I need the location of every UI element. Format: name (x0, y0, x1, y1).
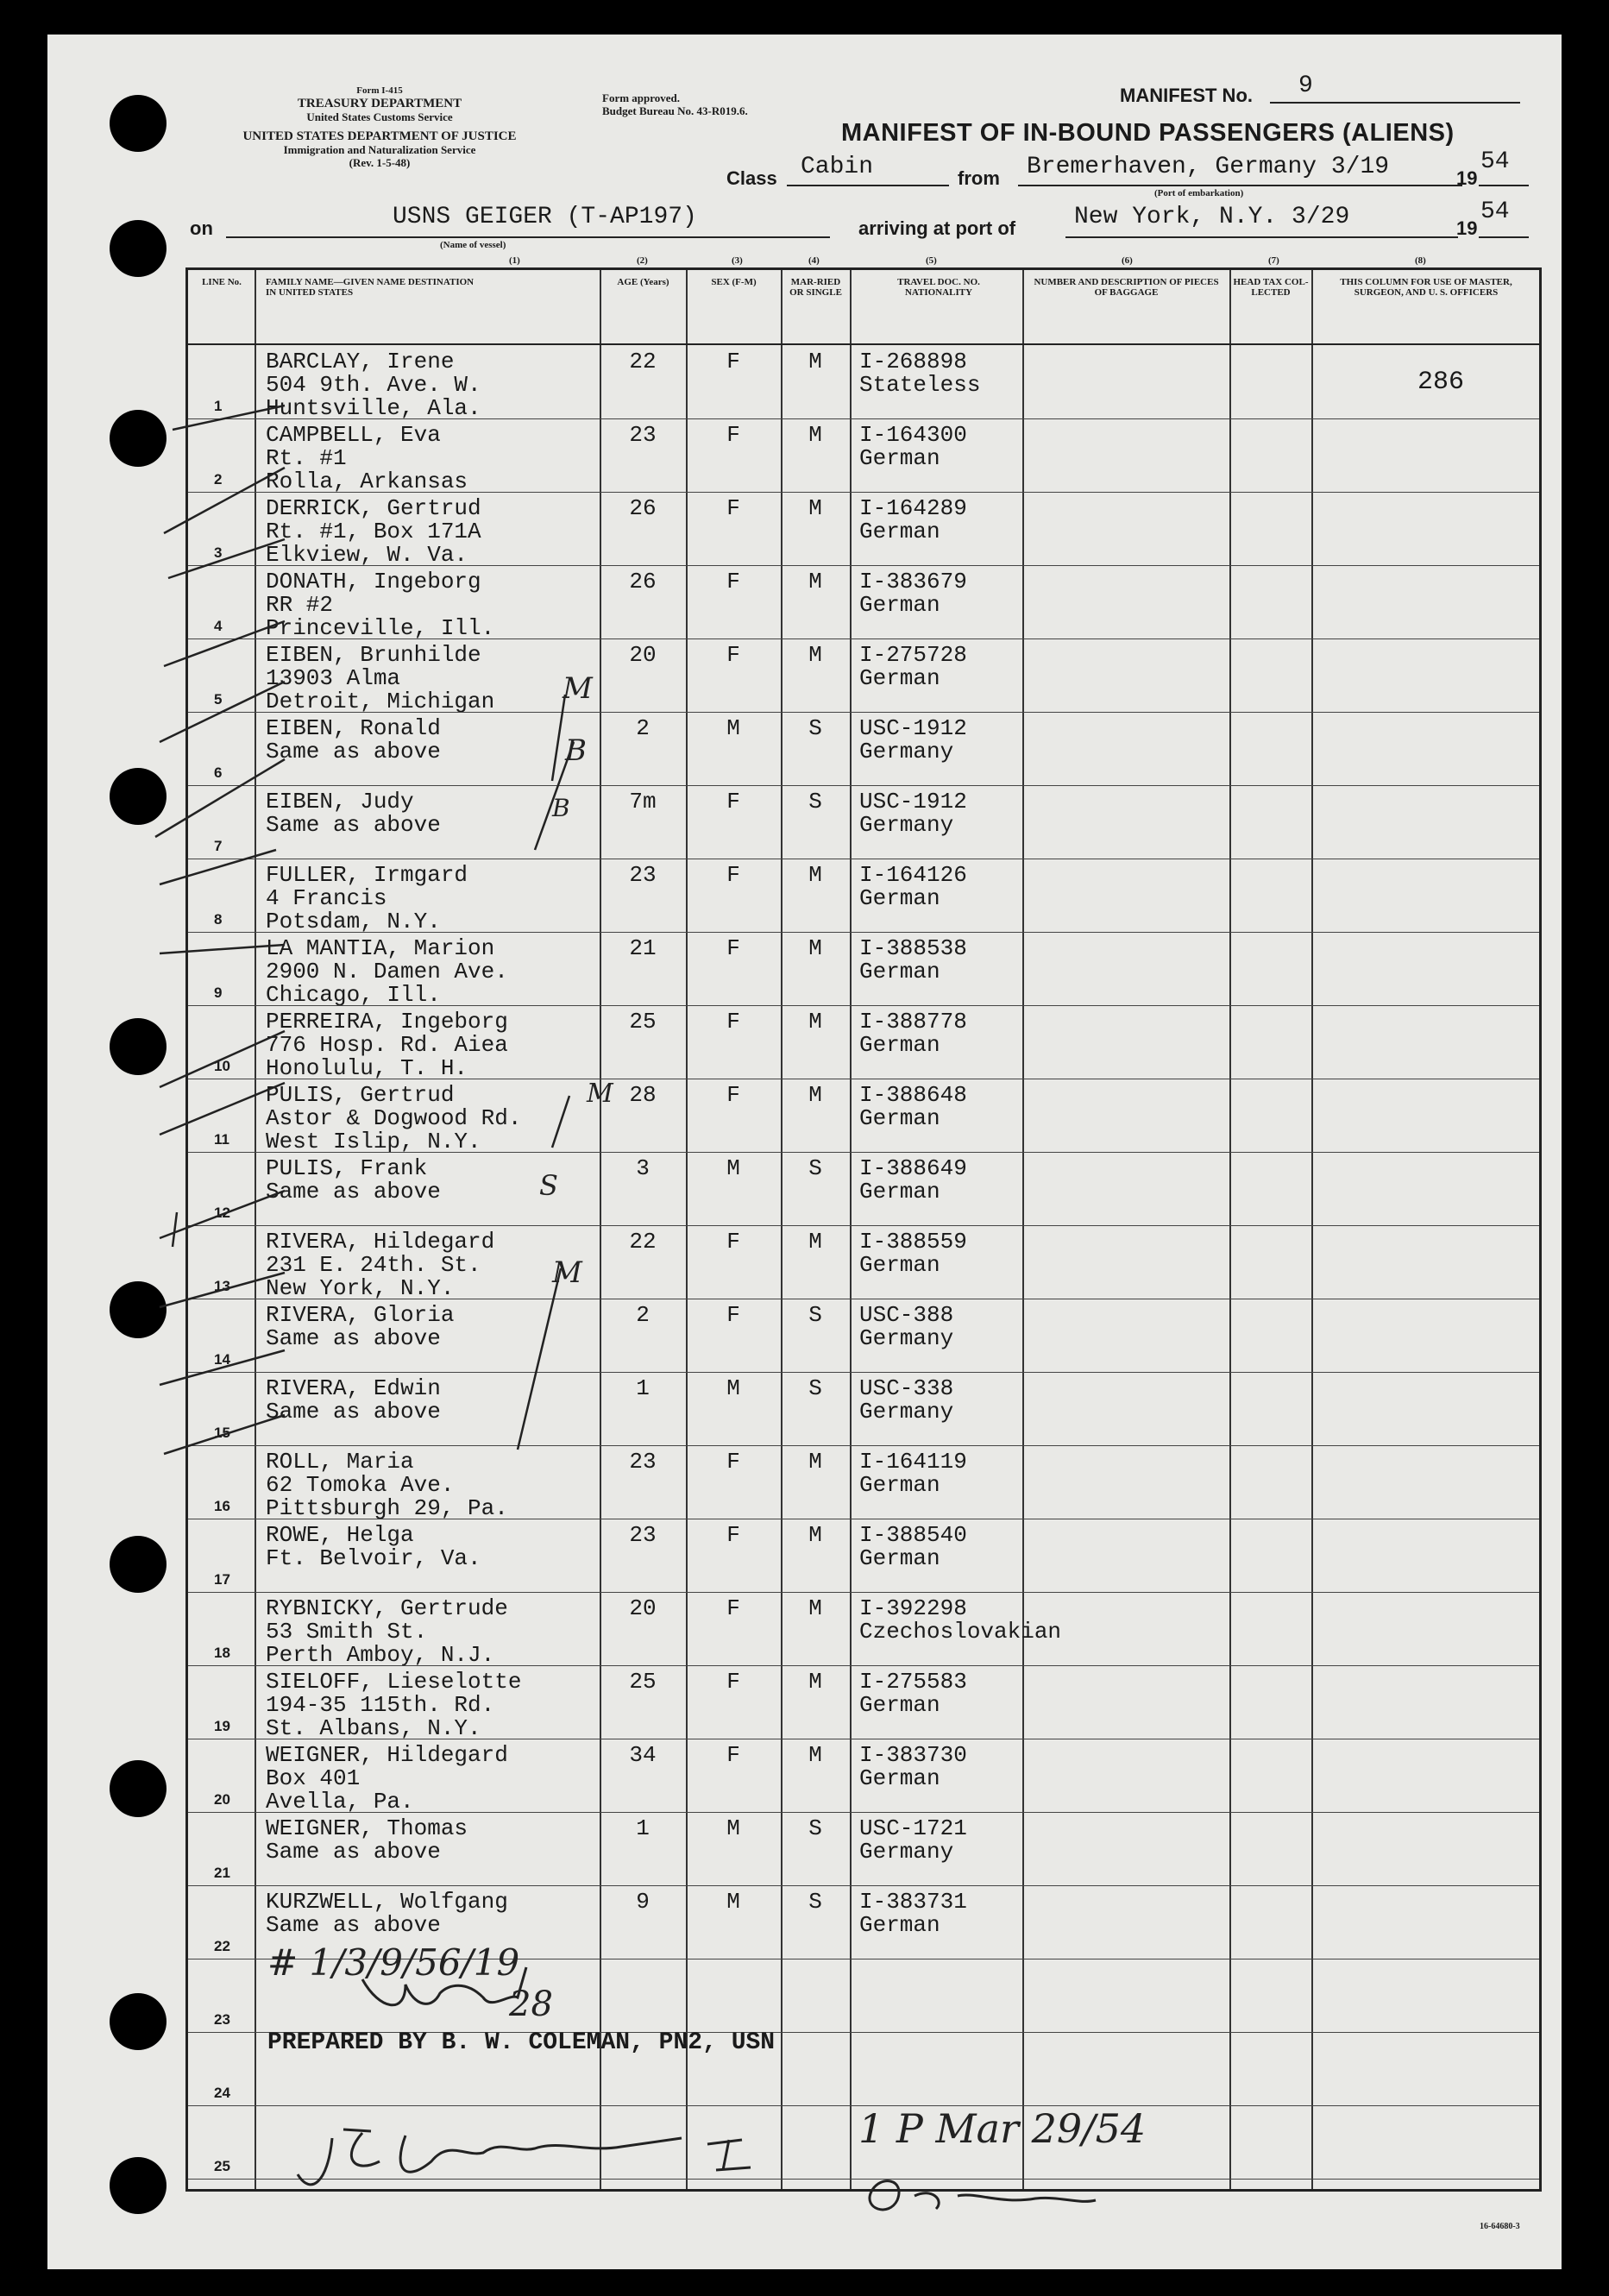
handwritten-mark: B (565, 733, 587, 768)
travel-doc-number: I-392298 (859, 1595, 967, 1621)
line-number: 8 (214, 911, 223, 928)
age: 23 (629, 862, 657, 888)
port-embarkation-note: (Port of embarkation) (1154, 188, 1244, 198)
destination-line-2: Chicago, Ill. (266, 982, 441, 1008)
passenger-name: ROWE, Helga (266, 1522, 414, 1548)
line-number: 11 (214, 1131, 229, 1148)
destination-line-1: Rt. #1 (266, 445, 347, 471)
nationality: Stateless (859, 372, 981, 398)
destination-line-2: Rolla, Arkansas (266, 469, 468, 494)
destination-line-2: Avella, Pa. (266, 1789, 414, 1815)
destination-line-1: RR #2 (266, 592, 334, 618)
marital-status: S (808, 1375, 822, 1401)
form-agency-block (173, 85, 587, 169)
table-row (188, 1446, 1539, 1519)
binder-hole (110, 95, 167, 152)
passenger-name: PULIS, Frank (266, 1155, 428, 1181)
sex: F (726, 789, 740, 815)
marital-status: S (808, 715, 822, 741)
destination-line-1: 13903 Alma (266, 665, 401, 691)
travel-doc-number: I-383730 (859, 1742, 967, 1768)
from-label: from (958, 167, 1000, 189)
table-row (188, 713, 1539, 786)
nationality: German (859, 1252, 940, 1278)
destination-line-2: Pittsburgh 29, Pa. (266, 1495, 508, 1521)
destination-line-1: Same as above (266, 812, 441, 838)
age: 9 (636, 1889, 650, 1915)
table-row (188, 1373, 1539, 1446)
marital-status: M (808, 862, 822, 888)
passenger-name: WEIGNER, Hildegard (266, 1742, 508, 1768)
age: 23 (629, 1522, 657, 1548)
table-row (188, 346, 1539, 419)
class-value: Cabin (801, 154, 874, 180)
year-line-1 (1479, 185, 1529, 186)
travel-doc-number: I-388649 (859, 1155, 967, 1181)
travel-doc-number: I-388648 (859, 1082, 967, 1108)
col-num-2: (2) (637, 255, 648, 266)
binder-hole (110, 1993, 167, 2050)
travel-doc-number: USC-388 (859, 1302, 954, 1328)
handwritten-mark: M (552, 1255, 582, 1290)
binder-hole (110, 1281, 167, 1338)
age: 23 (629, 422, 657, 448)
marital-status: M (808, 1009, 822, 1035)
sex: F (726, 1522, 740, 1548)
sex: F (726, 1229, 740, 1255)
nationality: Germany (859, 812, 954, 838)
destination-line-1: Ft. Belvoir, Va. (266, 1545, 481, 1571)
travel-doc-number: I-388559 (859, 1229, 967, 1255)
from-value: Bremerhaven, Germany 3/19 (1027, 154, 1390, 180)
line-number: 5 (214, 691, 223, 708)
travel-doc-number: I-268898 (859, 349, 967, 374)
line-number: 15 (214, 1425, 230, 1441)
line-number: 18 (214, 1645, 230, 1661)
nationality: German (859, 1179, 940, 1205)
marital-status: M (808, 1522, 822, 1548)
destination-line-1: Same as above (266, 1912, 441, 1938)
line-number: 7 (214, 838, 223, 854)
table-row (188, 1593, 1539, 1666)
passenger-name: RIVERA, Edwin (266, 1375, 441, 1401)
destination-line-2: Huntsville, Ala. (266, 395, 481, 421)
line-number: 22 (214, 1938, 230, 1954)
line-number: 13 (214, 1278, 230, 1294)
passenger-name: RIVERA, Gloria (266, 1302, 455, 1328)
destination-line-1: Same as above (266, 1399, 441, 1425)
dept-customs: United States Customs Service (306, 110, 453, 123)
age: 25 (629, 1669, 657, 1695)
destination-line-2: Detroit, Michigan (266, 689, 495, 714)
destination-line-1: Same as above (266, 739, 441, 764)
sex: F (726, 1595, 740, 1621)
line-number: 17 (214, 1571, 230, 1588)
marital-status: M (808, 569, 822, 594)
prepared-by: PREPARED BY B. W. COLEMAN, PN2, USN (267, 2029, 776, 2056)
nationality: Czechoslovakian (859, 1619, 1062, 1645)
table-row (188, 639, 1539, 713)
age: 28 (629, 1082, 657, 1108)
nationality: German (859, 1105, 940, 1131)
binder-hole (110, 2157, 167, 2214)
line-number: 6 (214, 764, 223, 781)
destination-line-1: Astor & Dogwood Rd. (266, 1105, 522, 1131)
approval-block (602, 91, 826, 117)
nationality: Germany (859, 739, 954, 764)
table-row (188, 933, 1539, 1006)
destination-line-1: 231 E. 24th. St. (266, 1252, 481, 1278)
line-number: 2 (214, 471, 223, 488)
table-row (188, 1739, 1539, 1813)
nationality: German (859, 1545, 940, 1571)
sex: F (726, 1009, 740, 1035)
passenger-name: EIBEN, Ronald (266, 715, 441, 741)
table-row (188, 859, 1539, 933)
age: 22 (629, 349, 657, 374)
destination-line-2: West Islip, N.Y. (266, 1129, 481, 1154)
destination-line-1: 4 Francis (266, 885, 387, 911)
destination-line-1: 53 Smith St. (266, 1619, 428, 1645)
line-number: 4 (214, 618, 223, 634)
nationality: German (859, 885, 940, 911)
line-number: 10 (214, 1058, 230, 1074)
marital-status: M (808, 935, 822, 961)
header-divider (188, 343, 1539, 345)
age: 22 (629, 1229, 657, 1255)
marital-status: M (808, 1595, 822, 1621)
binder-hole (110, 1018, 167, 1075)
vessel-line (226, 236, 830, 238)
col-header-baggage: NUMBER AND DESCRIPTION OF PIECES OF BAGGAGE (1034, 277, 1219, 298)
marital-status: M (808, 495, 822, 521)
line-number: 12 (214, 1205, 230, 1221)
passenger-name: PULIS, Gertrud (266, 1082, 455, 1108)
form-id: Form I-415 (356, 85, 403, 96)
nationality: German (859, 592, 940, 618)
line-number: 23 (214, 2011, 230, 2028)
binder-hole (110, 1760, 167, 1817)
col-header-name: FAMILY NAME—GIVEN NAME DESTINATION IN UNITED STATES (266, 277, 475, 298)
line-number: 21 (214, 1865, 230, 1881)
col-header-married: MAR-RIED OR SINGLE (789, 277, 842, 298)
sex: M (726, 1815, 740, 1841)
marital-status: S (808, 1815, 822, 1841)
table-row (188, 493, 1539, 566)
dept-immigration: Immigration and Naturalization Service (283, 143, 476, 156)
age: 3 (636, 1155, 650, 1181)
marital-status: M (808, 1449, 822, 1475)
nationality: Germany (859, 1839, 954, 1865)
marital-status: M (808, 1229, 822, 1255)
officer-note: 286 (1417, 368, 1465, 397)
vessel-name: USNS GEIGER (T-AP197) (393, 204, 697, 230)
year-2: 54 (1480, 198, 1510, 225)
line-number: 1 (214, 398, 223, 414)
destination-line-1: Same as above (266, 1325, 441, 1351)
handwritten-mark: S (539, 1169, 558, 1202)
travel-doc-number: I-275728 (859, 642, 967, 668)
table-row (188, 1299, 1539, 1373)
travel-doc-number: I-164289 (859, 495, 967, 521)
passenger-name: LA MANTIA, Marion (266, 935, 495, 961)
destination-line-1: 2900 N. Damen Ave. (266, 959, 508, 984)
table-row (188, 1813, 1539, 1886)
col-header-head-tax: HEAD TAX COL-LECTED (1233, 277, 1309, 298)
table-row (188, 1666, 1539, 1739)
nationality: Germany (859, 1325, 954, 1351)
year-1: 54 (1480, 148, 1510, 175)
destination-line-1: Same as above (266, 1839, 441, 1865)
col-num-1: (1) (509, 255, 520, 266)
destination-line-2: Perth Amboy, N.J. (266, 1642, 495, 1668)
age: 20 (629, 642, 657, 668)
col-num-4: (4) (808, 255, 820, 266)
line-number: 9 (214, 984, 223, 1001)
col-header-age: AGE (Years) (617, 277, 669, 287)
year-line-2 (1479, 236, 1529, 238)
on-label: on (190, 217, 213, 239)
age: 7m (629, 789, 657, 815)
age: 1 (636, 1815, 650, 1841)
passenger-name: ROLL, Maria (266, 1449, 414, 1475)
travel-doc-number: I-388538 (859, 935, 967, 961)
sex: F (726, 422, 740, 448)
from-line (1018, 185, 1462, 186)
marital-status: S (808, 789, 822, 815)
travel-doc-number: USC-1721 (859, 1815, 967, 1841)
sex: M (726, 715, 740, 741)
passenger-name: BARCLAY, Irene (266, 349, 455, 374)
sex: M (726, 1155, 740, 1181)
passenger-name: EIBEN, Judy (266, 789, 414, 815)
approval-line1: Form approved. (602, 91, 681, 104)
table-row (188, 1006, 1539, 1079)
passenger-name: KURZWELL, Wolfgang (266, 1889, 508, 1915)
travel-doc-number: USC-338 (859, 1375, 954, 1401)
line-number: 24 (214, 2085, 230, 2101)
destination-line-2: Honolulu, T. H. (266, 1055, 468, 1081)
arriving-label: arriving at port of (858, 217, 1016, 239)
destination-line-1: Rt. #1, Box 171A (266, 519, 481, 544)
destination-line-1: Same as above (266, 1179, 441, 1205)
destination-line-2: St. Albans, N.Y. (266, 1715, 481, 1741)
marital-status: M (808, 349, 822, 374)
travel-doc-number: I-383731 (859, 1889, 967, 1915)
table-row (188, 1519, 1539, 1593)
arrival-line (1065, 236, 1458, 238)
document-title: MANIFEST OF IN-BOUND PASSENGERS (ALIENS) (841, 119, 1455, 147)
col-header-line: LINE No. (202, 277, 242, 287)
marital-status: M (808, 1742, 822, 1768)
line-number: 3 (214, 544, 223, 561)
approval-line2: Budget Bureau No. 43-R019.6. (602, 104, 748, 117)
passenger-name: RIVERA, Hildegard (266, 1229, 495, 1255)
travel-doc-number: I-164126 (859, 862, 967, 888)
age: 21 (629, 935, 657, 961)
sex: M (726, 1375, 740, 1401)
destination-line-2: Elkview, W. Va. (266, 542, 468, 568)
passenger-name: PERREIRA, Ingeborg (266, 1009, 508, 1035)
row-divider (188, 2179, 1539, 2180)
passenger-name: RYBNICKY, Gertrude (266, 1595, 508, 1621)
col-header-officers: THIS COLUMN FOR USE OF MASTER, SURGEON, AND U. S. OFFICERS (1340, 277, 1512, 298)
vessel-note: (Name of vessel) (440, 240, 506, 250)
age: 26 (629, 569, 657, 594)
passenger-name: WEIGNER, Thomas (266, 1815, 468, 1841)
manifest-table (185, 267, 1542, 2192)
sex: F (726, 1742, 740, 1768)
travel-doc-number: I-275583 (859, 1669, 967, 1695)
class-label: Class (726, 167, 777, 189)
marital-status: M (808, 422, 822, 448)
marital-status: S (808, 1302, 822, 1328)
table-row (188, 566, 1539, 639)
destination-line-1: Box 401 (266, 1765, 361, 1791)
sex: F (726, 642, 740, 668)
table-row (188, 1226, 1539, 1299)
passenger-name: DONATH, Ingeborg (266, 569, 481, 594)
nationality: German (859, 959, 940, 984)
nationality: German (859, 1765, 940, 1791)
nationality: German (859, 665, 940, 691)
destination-line-1: 776 Hosp. Rd. Aiea (266, 1032, 508, 1058)
arrival-port: New York, N.Y. 3/29 (1074, 204, 1350, 230)
table-row (188, 1153, 1539, 1226)
manifest-number-line (1270, 102, 1520, 104)
sex: M (726, 1889, 740, 1915)
sex: F (726, 569, 740, 594)
nationality: German (859, 519, 940, 544)
line-number: 20 (214, 1791, 230, 1808)
nationality: German (859, 1692, 940, 1718)
class-line (787, 185, 949, 186)
table-row (188, 786, 1539, 859)
passenger-name: DERRICK, Gertrud (266, 495, 481, 521)
form-footer-code: 16-64680-3 (1480, 2222, 1520, 2231)
line-number: 19 (214, 1718, 230, 1734)
passenger-name: SIELOFF, Lieselotte (266, 1669, 522, 1695)
binder-hole (110, 220, 167, 277)
manifest-number-label: MANIFEST No. (1120, 85, 1253, 106)
destination-line-2: New York, N.Y. (266, 1275, 455, 1301)
age: 2 (636, 1302, 650, 1328)
travel-doc-number: I-388540 (859, 1522, 967, 1548)
sex: F (726, 495, 740, 521)
col-num-7: (7) (1268, 255, 1279, 266)
table-row (188, 1079, 1539, 1153)
sex: F (726, 862, 740, 888)
col-num-3: (3) (732, 255, 743, 266)
table-row (188, 419, 1539, 493)
handwritten-initial-note: 28 (509, 1985, 553, 2024)
age: 2 (636, 715, 650, 741)
form-revision: (Rev. 1-5-48) (349, 156, 411, 169)
passenger-name: EIBEN, Brunhilde (266, 642, 481, 668)
year-prefix-2: 19 (1456, 217, 1478, 239)
destination-line-1: 62 Tomoka Ave. (266, 1472, 455, 1498)
binder-hole (110, 1536, 167, 1593)
col-header-sex: SEX (F-M) (711, 277, 757, 287)
destination-line-2: Princeville, Ill. (266, 615, 495, 641)
marital-status: S (808, 1889, 822, 1915)
manifest-number: 9 (1298, 72, 1313, 99)
sex: F (726, 1449, 740, 1475)
binder-hole (110, 768, 167, 825)
sex: F (726, 349, 740, 374)
travel-doc-number: I-388778 (859, 1009, 967, 1035)
marital-status: M (808, 1669, 822, 1695)
sex: F (726, 935, 740, 961)
passenger-name: CAMPBELL, Eva (266, 422, 441, 448)
age: 26 (629, 495, 657, 521)
age: 34 (629, 1742, 657, 1768)
year-prefix-1: 19 (1456, 167, 1478, 189)
handwritten-mark: M (587, 1079, 613, 1109)
sex: F (726, 1302, 740, 1328)
age: 23 (629, 1449, 657, 1475)
col-num-5: (5) (926, 255, 937, 266)
dept-justice: UNITED STATES DEPARTMENT OF JUSTICE (242, 129, 517, 143)
line-number: 14 (214, 1351, 230, 1368)
destination-line-1: 504 9th. Ave. W. (266, 372, 481, 398)
handwritten-mark: B (552, 794, 570, 822)
travel-doc-number: USC-1912 (859, 715, 967, 741)
age: 1 (636, 1375, 650, 1401)
sex: F (726, 1082, 740, 1108)
passenger-name: FULLER, Irmgard (266, 862, 468, 888)
handwritten-file-note: # 1/3/9/56/19 (267, 1941, 520, 1984)
nationality: German (859, 1032, 940, 1058)
destination-line-2: Potsdam, N.Y. (266, 909, 441, 934)
travel-doc-number: I-164300 (859, 422, 967, 448)
nationality: Germany (859, 1399, 954, 1425)
col-header-travel-doc: TRAVEL DOC. NO. NATIONALITY (897, 277, 980, 298)
age: 20 (629, 1595, 657, 1621)
handwritten-date: 1 P Mar 29/54 (858, 2105, 1147, 2152)
handwritten-mark: M (563, 671, 593, 706)
nationality: German (859, 1912, 940, 1938)
binder-hole (110, 410, 167, 467)
col-num-6: (6) (1122, 255, 1133, 266)
travel-doc-number: USC-1912 (859, 789, 967, 815)
marital-status: M (808, 1082, 822, 1108)
marital-status: M (808, 642, 822, 668)
nationality: German (859, 445, 940, 471)
marital-status: S (808, 1155, 822, 1181)
nationality: German (859, 1472, 940, 1498)
sex: F (726, 1669, 740, 1695)
line-number: 16 (214, 1498, 230, 1514)
travel-doc-number: I-164119 (859, 1449, 967, 1475)
dept-treasury: TREASURY DEPARTMENT (297, 97, 462, 110)
destination-line-1: 194-35 115th. Rd. (266, 1692, 495, 1718)
col-num-8: (8) (1415, 255, 1426, 266)
line-number: 25 (214, 2158, 230, 2174)
travel-doc-number: I-383679 (859, 569, 967, 594)
age: 25 (629, 1009, 657, 1035)
